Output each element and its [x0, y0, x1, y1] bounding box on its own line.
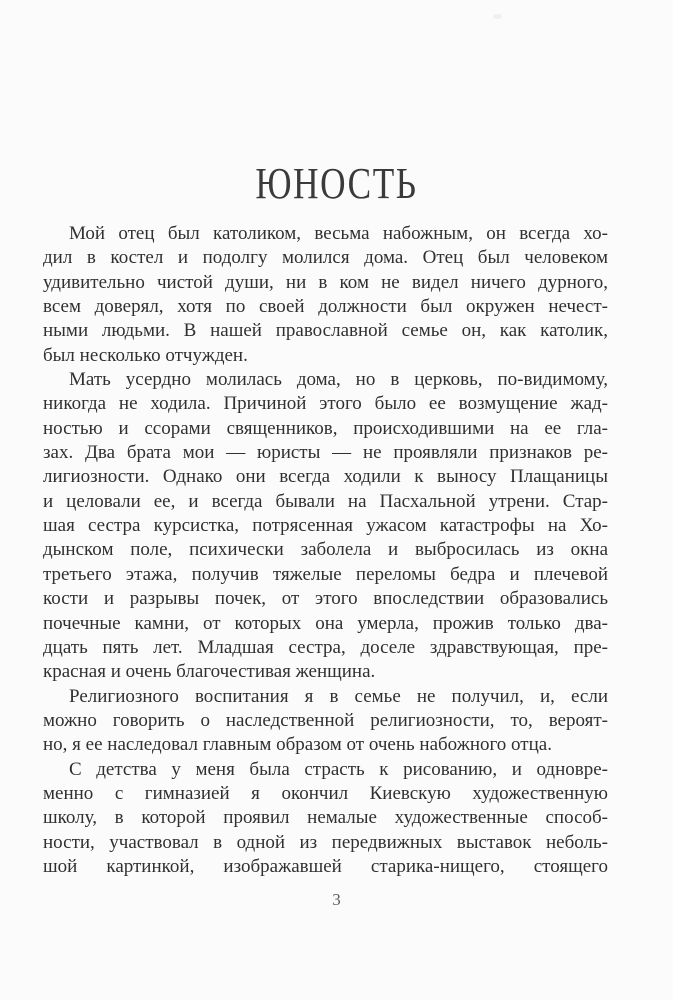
text-line: был несколько отчужден.: [43, 344, 248, 366]
text-line: шой картинкой, изображавшей старика-нищего, стоящего: [43, 855, 608, 877]
text-line: Мать усердно молилась дома, но в церковь, по-видимому,: [69, 369, 608, 391]
body-text: [43, 222, 608, 879]
chapter-title: ЮНОСТЬ: [255, 159, 418, 208]
page-number: 3: [332, 890, 341, 909]
text-line: шая сестра курсистка, потрясенная ужасом катастрофы на Хо-: [43, 515, 608, 537]
paragraph: [43, 222, 608, 368]
text-line: С детства у меня была страсть к рисованию, и одновре-: [69, 758, 608, 780]
text-line: ности, участвовал в одной из передвижных выставок неболь-: [43, 831, 608, 853]
paragraph: [43, 758, 608, 880]
text-line: красная и очень благочестивая женщина.: [43, 661, 376, 683]
text-line: всем доверял, хотя по своей должности был окружен нечест-: [43, 296, 608, 318]
text-line: зах. Два брата мои — юристы — не проявляли признаков ре-: [43, 442, 608, 464]
text-line: Религиозного воспитания я в семье не получил, и, если: [69, 685, 608, 707]
paragraph: [43, 685, 608, 758]
text-line: дынском поле, психически заболела и выбросилась из окна: [43, 539, 608, 561]
text-line: удивительно чистой души, ни в ком не видел ничего дурного,: [43, 271, 608, 293]
text-line: никогда не ходила. Причиной этого было ее возмущение жад-: [43, 393, 608, 415]
text-line: можно говорить о наследственной религиозности, то, вероят-: [43, 709, 608, 731]
text-line: школу, в которой проявил немалые художественные способ-: [43, 807, 608, 829]
text-line: почечные камни, от которых она умерла, прожив только два-: [43, 612, 608, 634]
text-line: но, я ее наследовал главным образом от очень набожного отца.: [43, 734, 552, 756]
text-line: кости и разрывы почек, от этого впоследствии образовались: [43, 588, 608, 610]
text-line: и целовали ее, и всегда бывали на Пасхальной утрени. Стар-: [43, 490, 608, 512]
text-line: третьего этажа, получив тяжелые переломы бедра и плечевой: [43, 563, 608, 585]
text-line: Мой отец был католиком, весьма набожным, он всегда хо-: [69, 223, 608, 244]
text-line: дцать пять лет. Младшая сестра, доселе здравствующая, пре-: [43, 636, 608, 658]
text-line: менно с гимназией я окончил Киевскую художественную: [43, 782, 608, 804]
scan-artifact-dot: [493, 14, 502, 19]
text-line: ностью и ссорами священников, происходившими на ее гла-: [43, 417, 608, 439]
text-line: лигиозности. Однако они всегда ходили к выносу Плащаницы: [43, 466, 608, 488]
text-line: дил в костел и подолгу молился дома. Отец был человеком: [43, 247, 608, 269]
text-line: ными людьми. В нашей православной семье он, как католик,: [43, 320, 608, 342]
paragraph: [43, 368, 608, 684]
